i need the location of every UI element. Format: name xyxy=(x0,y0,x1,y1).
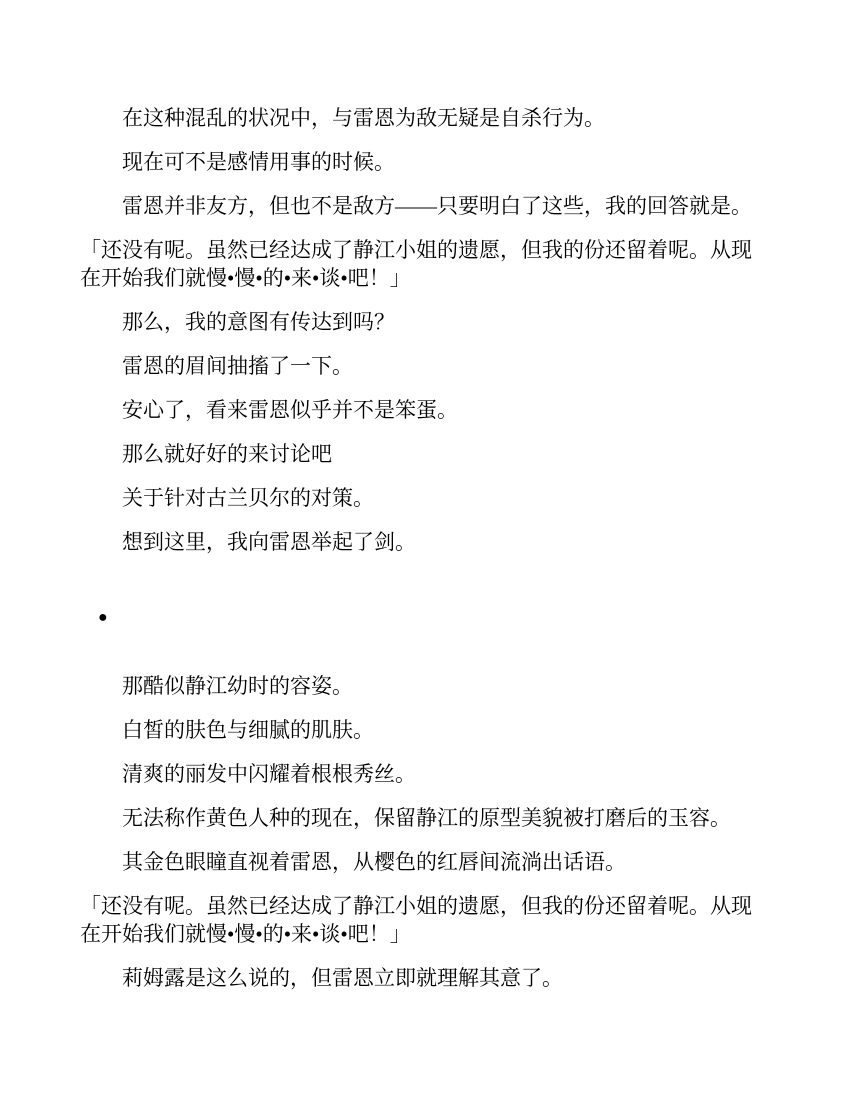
paragraph: 白皙的肤色与细腻的肌肤。 xyxy=(122,718,374,742)
paragraph: 那么就好好的来讨论吧 xyxy=(122,442,332,466)
paragraph: 想到这里，我向雷恩举起了剑。 xyxy=(122,530,416,554)
paragraph: 现在可不是感情用事的时候。 xyxy=(122,150,395,174)
paragraph: 那酷似静江幼时的容姿。 xyxy=(122,674,353,698)
paragraph: 那么，我的意图有传达到吗？ xyxy=(122,310,395,334)
paragraph: 在这种混乱的状况中，与雷恩为敌无疑是自杀行为。 xyxy=(122,106,605,130)
paragraph: 雷恩并非友方，但也不是敌方——只要明白了这些，我的回答就是。 xyxy=(122,194,752,218)
paragraph: 「还没有呢。虽然已经达成了静江小姐的遗愿，但我的份还留着呢。从现在开始我们就慢•慢•的•来•谈•吧！」 xyxy=(80,238,752,290)
scene-divider: ● xyxy=(98,609,108,626)
paragraph: 无法称作黄色人种的现在，保留静江的原型美貌被打磨后的玉容。 xyxy=(122,806,731,830)
paragraph: 其金色眼瞳直视着雷恩，从樱色的红唇间流淌出话语。 xyxy=(122,850,626,874)
paragraph: 关于针对古兰贝尔的对策。 xyxy=(122,486,374,510)
paragraph: 「还没有呢。虽然已经达成了静江小姐的遗愿，但我的份还留着呢。从现在开始我们就慢•慢•的•来•谈•吧！」 xyxy=(80,894,752,946)
paragraph: 雷恩的眉间抽搐了一下。 xyxy=(122,354,353,378)
paragraph: 安心了，看来雷恩似乎并不是笨蛋。 xyxy=(122,398,458,422)
text-content xyxy=(80,104,752,992)
paragraph: 清爽的丽发中闪耀着根根秀丝。 xyxy=(122,762,416,786)
paragraph: 莉姆露是这么说的，但雷恩立即就理解其意了。 xyxy=(122,966,563,990)
